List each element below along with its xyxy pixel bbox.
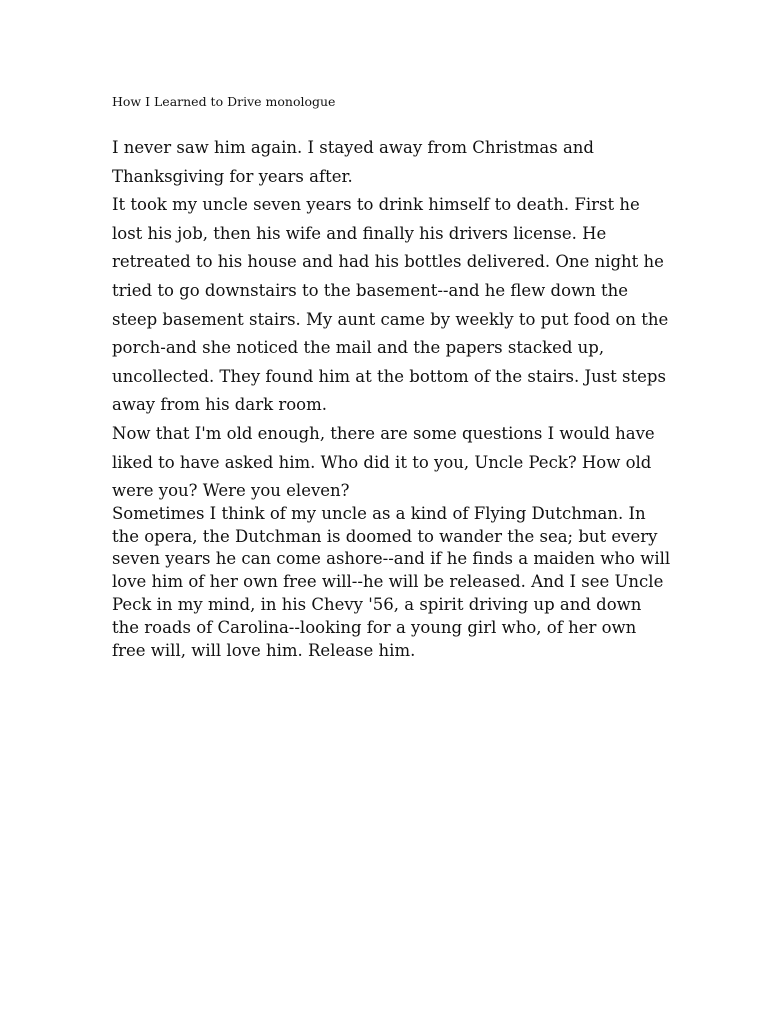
- paragraph-2: It took my uncle seven years to drink himself to death. First he lost his job, then his wife and finally his drivers license. He retreated to his house and had his bottles delivered. One night he tried to go downstairs to the basement--and he flew down the steep basement stairs. My aunt came by weekly to put food on the porch-and she noticed the mail and the papers stacked up, uncollected. They found him at the bottom of the stairs. Just steps away from his dark room.: [112, 195, 669, 415]
- document-body: [112, 134, 672, 662]
- paragraph-3: Now that I'm old enough, there are some questions I would have liked to have asked him. Who did it to you, Uncle Peck? How old were you? Were you eleven?: [112, 423, 655, 501]
- paragraph-4: Sometimes I think of my uncle as a kind of Flying Dutchman. In the opera, the Dutchman is doomed to wander the sea; but every seven years he can come ashore--and if he finds a maiden who will love him of her own free will--he will be released. And I see Uncle Peck in my mind, in his Chevy '56, a spirit driving up and down the roads of Carolina--looking for a young girl who, of her own free will, will love him. Release him.: [112, 503, 671, 660]
- paragraph-1: I never saw him again. I stayed away from Christmas and Thanksgiving for years after.: [112, 138, 594, 186]
- document-title: How I Learned to Drive monologue: [112, 94, 336, 109]
